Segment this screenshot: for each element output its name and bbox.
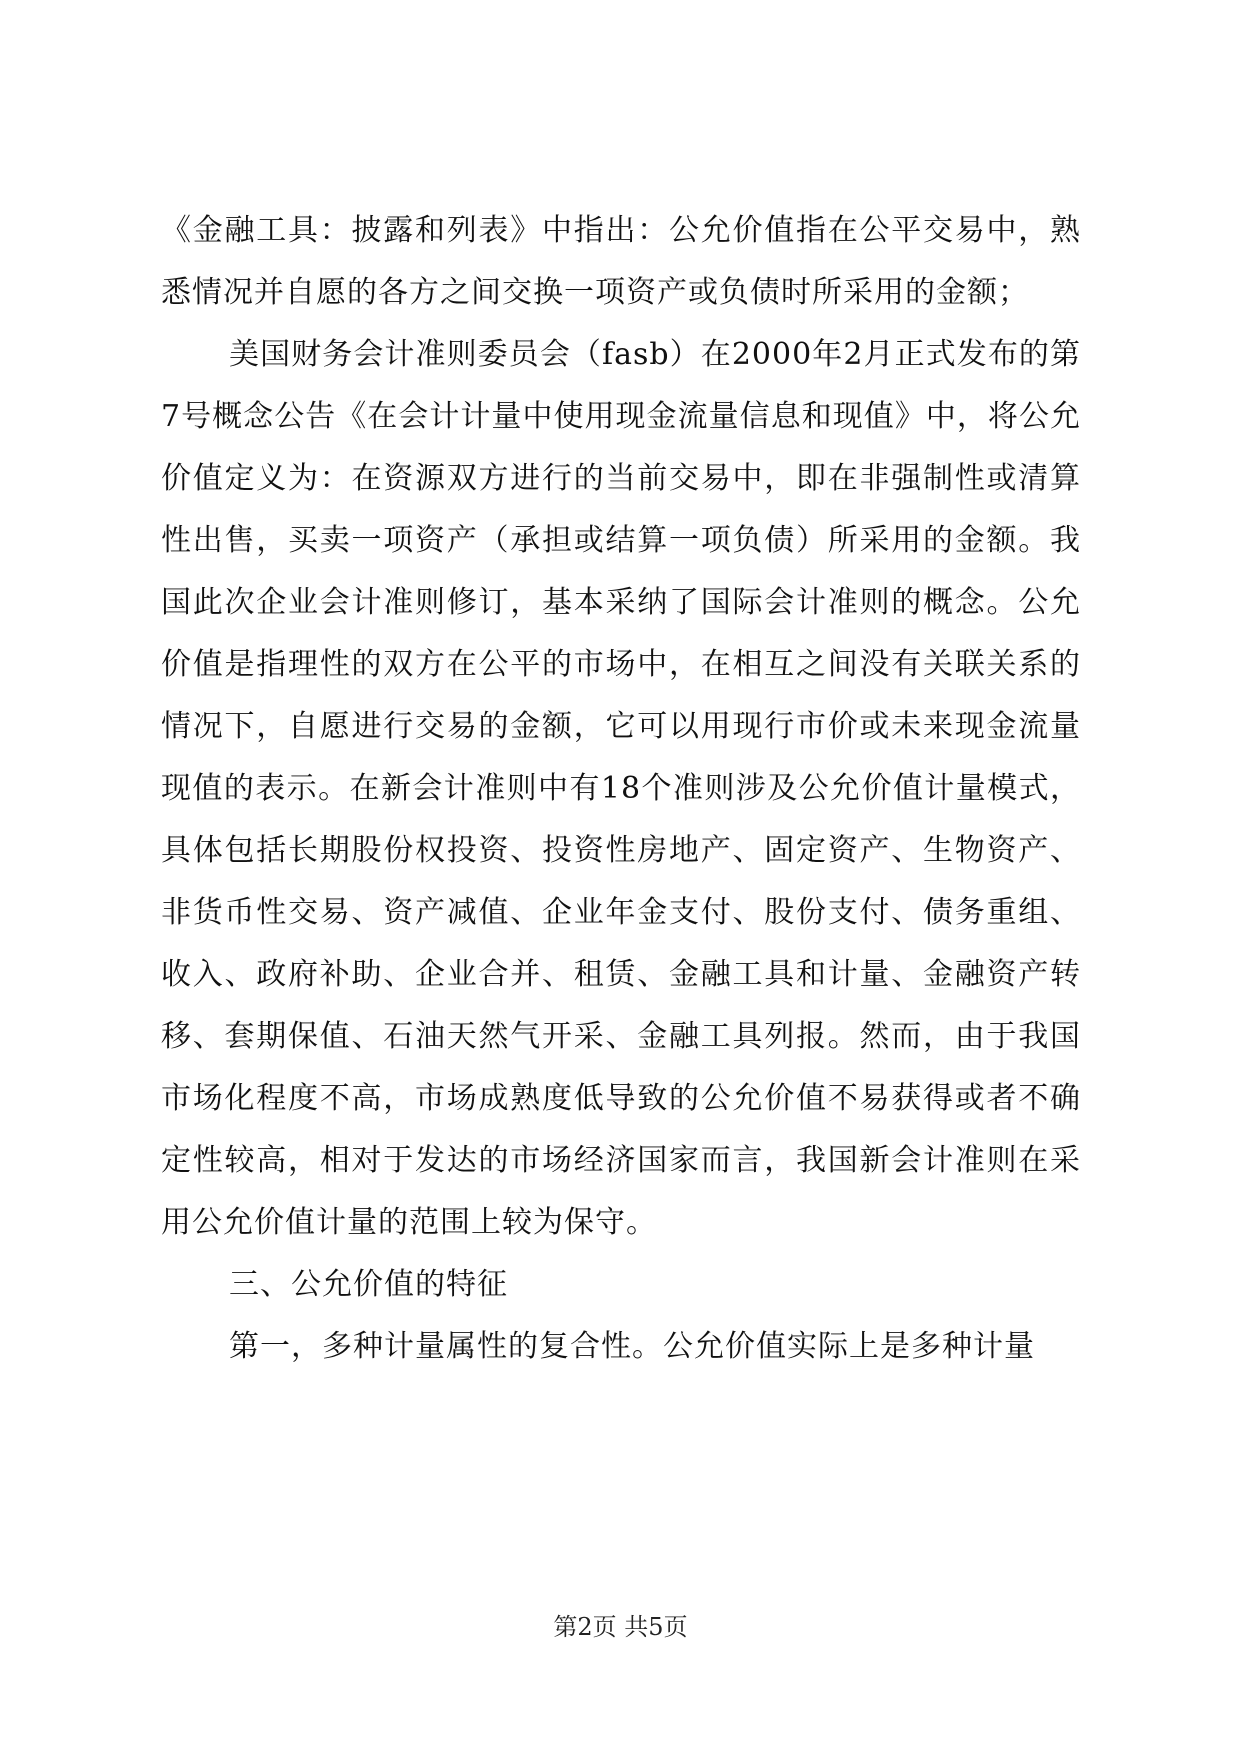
document-body [161, 200, 1081, 1378]
paragraph-ias-definition: 《金融工具：披露和列表》中指出：公允价值指在公平交易中，熟悉情况并自愿的各方之间交换一项资产或负债时所采用的金额； [161, 213, 1081, 310]
paragraph-first-feature: 第一，多种计量属性的复合性。公允价值实际上是多种计量 [229, 1329, 1035, 1364]
section-heading-fair-value-features: 三、公允价值的特征 [229, 1267, 508, 1302]
page-footer: 第2页 共5页 [553, 1613, 688, 1641]
paragraph-fasb-definition: 美国财务会计准则委员会（fasb）在2000年2月正式发布的第7号概念公告《在会计计量中使用现金流量信息和现值》中，将公允价值定义为：在资源双方进行的当前交易中，即在非强制性或清算性出售，买卖一项资产（承担或结算一项负债）所采用的金额。我国此次企业会计准则修订，基本采纳了国际会计准则的概念。公允价值是指理性的双方在公平的市场中，在相互之间没有关联关系的情况下，自愿进行交易的金额，它可以用现行市价或未来现金流量现值的表示。在新会计准则中有18个准则涉及公允价值计量模式，具体包括长期股份权投资、投资性房地产、固定资产、生物资产、非货币性交易、资产减值、企业年金支付、股份支付、债务重组、收入、政府补助、企业合并、租赁、金融工具和计量、金融资产转移、套期保值、石油天然气开采、金融工具列报。然而，由于我国市场化程度不高，市场成熟度低导致的公允价值不易获得或者不确定性较高，相对于发达的市场经济国家而言，我国新会计准则在采用公允价值计量的范围上较为保守。 [161, 337, 1081, 1240]
